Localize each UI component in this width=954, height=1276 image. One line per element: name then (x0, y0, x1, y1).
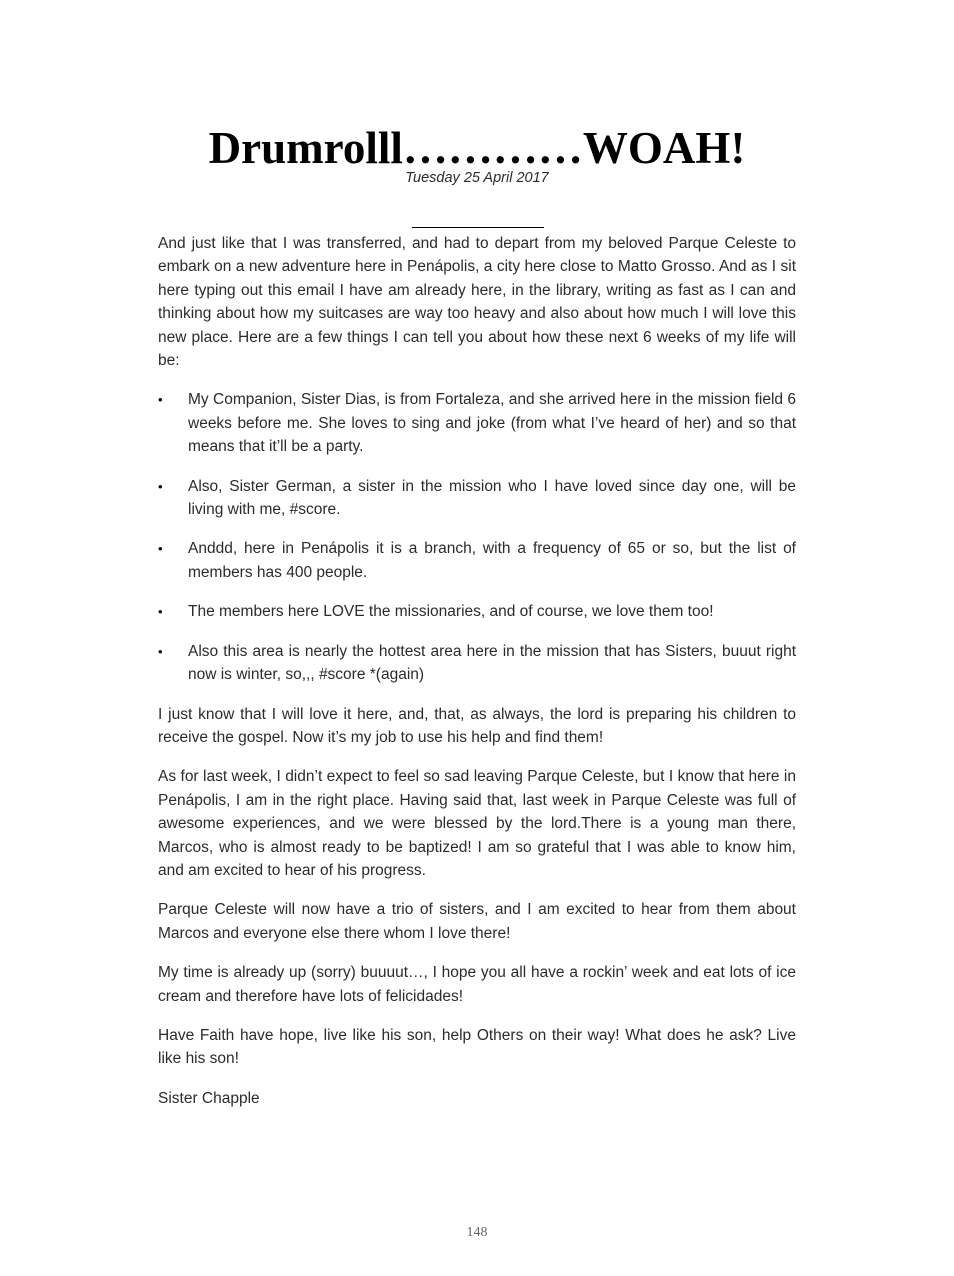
list-item (158, 537, 796, 584)
list-item-text: Also this area is nearly the hottest area here in the mission that has Sisters, buuut right now is winter, so,,, #score *(again) (188, 642, 796, 684)
page-title: Drumrolll…………WOAH! (208, 123, 746, 173)
list-item-text: My Companion, Sister Dias, is from Fortaleza, and she arrived here in the mission field 6 weeks before me. She loves to sing and joke (from what I’ve heard of her) and so that means that it’ll be a party. (188, 391, 796, 456)
page-number: 148 (466, 1225, 488, 1240)
bullet-icon: • (158, 541, 163, 557)
letter-body (158, 232, 796, 1126)
body-paragraph: Parque Celeste will now have a trio of sisters, and I am excited to hear from them about Marcos and everyone else there whom I love there! (158, 901, 796, 942)
post-date: Tuesday 25 April 2017 (405, 170, 549, 186)
bullet-icon: • (158, 478, 163, 494)
bullet-icon: • (158, 604, 163, 620)
body-paragraph: Have Faith have hope, live like his son, help Others on their way! What does he ask? Live like his son! (158, 1026, 796, 1068)
bullet-list (158, 388, 796, 686)
list-item-text: Also, Sister German, a sister in the mission who I have loved since day one, will be living with me, #score. (188, 477, 796, 519)
list-item (158, 475, 796, 522)
list-item (158, 640, 796, 687)
list-item-text: The members here LOVE the missionaries, and of course, we love them too! (188, 603, 714, 621)
signature: Sister Chapple (158, 1089, 260, 1107)
bullet-icon: • (158, 643, 163, 659)
title-divider (412, 227, 544, 228)
list-item (158, 388, 796, 458)
list-item (158, 600, 796, 623)
bullet-icon: • (158, 392, 163, 408)
list-item-text: Anddd, here in Penápolis it is a branch, with a frequency of 65 or so, but the list of members has 400 people. (188, 540, 796, 581)
intro-paragraph: And just like that I was transferred, and had to depart from my beloved Parque Celeste to embark on a new adventure here in Penápolis, a city here close to Matto Grosso. And as I sit here typing out this email I have am already here, in the library, writing as fast as I can and thinking about how my suitcases are way too heavy and also about how much I will love this new place. Here are a few things I can tell you about how these next 6 weeks of my life will be: (158, 235, 796, 370)
body-paragraph: My time is already up (sorry) buuuut…, I hope you all have a rockin’ week and eat lots of ice cream and therefore have lots of felicidades! (158, 964, 796, 1005)
body-paragraph: As for last week, I didn’t expect to feel so sad leaving Parque Celeste, but I know that here in Penápolis, I am in the right place. Having said that, last week in Parque Celeste was full of awesome experiences, and we were blessed by the lord.There is a young man there, Marcos, who is almost ready to be baptized! I am so grateful that I was able to know him, and am excited to hear of his progress. (158, 768, 796, 879)
body-paragraph: I just know that I will love it here, and, that, as always, the lord is preparing his children to receive the gospel. Now it’s my job to use his help and find them! (158, 705, 796, 746)
